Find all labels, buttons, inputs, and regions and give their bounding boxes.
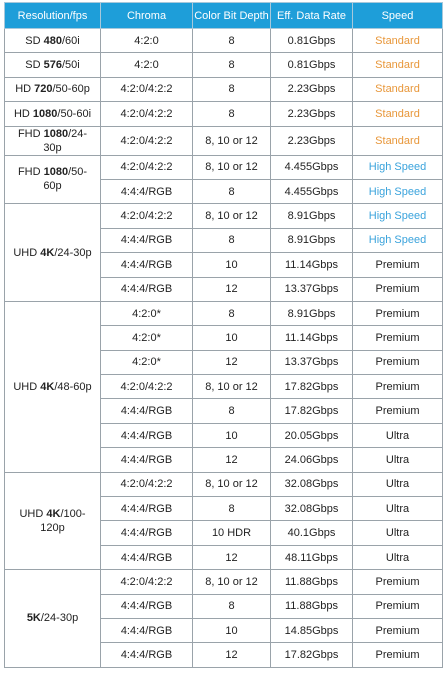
chroma-cell: 4:2:0/4:2:2 [101, 102, 193, 126]
table-row [5, 155, 443, 179]
chroma-cell: 4:2:0* [101, 350, 193, 374]
table-header [5, 3, 443, 29]
data-rate-cell: 48.11Gbps [271, 545, 353, 569]
bit-depth-cell: 10 [193, 618, 271, 642]
resolution-value: 5K [26, 612, 41, 625]
bit-depth-cell: 8 [193, 102, 271, 126]
resolution-fps: /50-60p [43, 166, 88, 193]
chroma-cell: 4:2:0/4:2:2 [101, 126, 193, 155]
speed-cell: High Speed [353, 155, 443, 179]
resolution-cell [5, 570, 101, 668]
speed-cell: Premium [353, 350, 443, 374]
data-rate-cell: 0.81Gbps [271, 53, 353, 77]
header-speed: Speed [353, 3, 443, 29]
bit-depth-cell: 10 [193, 423, 271, 447]
resolution-fps: /48-60p [54, 380, 92, 393]
speed-cell: Premium [353, 326, 443, 350]
table-row [5, 301, 443, 325]
speed-cell: Standard [353, 102, 443, 126]
data-rate-cell: 11.14Gbps [271, 326, 353, 350]
bit-depth-cell: 8 [193, 228, 271, 252]
resolution-fps: /100-120p [40, 507, 86, 534]
header-chroma: Chroma [101, 3, 193, 29]
bit-depth-cell: 8, 10 or 12 [193, 570, 271, 594]
bit-depth-cell: 12 [193, 448, 271, 472]
speed-cell: Standard [353, 53, 443, 77]
header-row [5, 3, 443, 29]
data-rate-cell: 2.23Gbps [271, 102, 353, 126]
chroma-cell: 4:2:0/4:2:2 [101, 570, 193, 594]
resolution-fps: /24-30p [54, 246, 92, 259]
resolution-cell [5, 102, 101, 126]
chroma-cell: 4:2:0/4:2:2 [101, 77, 193, 101]
data-rate-cell: 40.1Gbps [271, 521, 353, 545]
speed-cell: Ultra [353, 448, 443, 472]
table-row [5, 204, 443, 228]
bit-depth-cell: 12 [193, 545, 271, 569]
bit-depth-cell: 8, 10 or 12 [193, 375, 271, 399]
bit-depth-cell: 8 [193, 594, 271, 618]
resolution-fps: /50-60p [52, 83, 90, 96]
speed-cell: Premium [353, 277, 443, 301]
resolution-prefix: UHD [13, 380, 41, 393]
resolution-prefix: UHD [19, 507, 47, 520]
resolution-prefix: HD [13, 107, 33, 120]
chroma-cell: 4:2:0* [101, 326, 193, 350]
chroma-cell: 4:2:0/4:2:2 [101, 204, 193, 228]
resolution-prefix: UHD [13, 246, 41, 259]
chroma-cell: 4:4:4/RGB [101, 399, 193, 423]
bit-depth-cell: 8 [193, 77, 271, 101]
data-rate-cell: 13.37Gbps [271, 350, 353, 374]
table-row [5, 53, 443, 77]
data-rate-cell: 8.91Gbps [271, 228, 353, 252]
resolution-value: 720 [34, 83, 53, 96]
chroma-cell: 4:4:4/RGB [101, 448, 193, 472]
table-row [5, 570, 443, 594]
chroma-cell: 4:4:4/RGB [101, 423, 193, 447]
resolution-fps: /50-60i [57, 107, 92, 120]
speed-cell: Standard [353, 126, 443, 155]
bit-depth-cell: 8 [193, 399, 271, 423]
chroma-cell: 4:4:4/RGB [101, 643, 193, 667]
speed-cell: High Speed [353, 228, 443, 252]
chroma-cell: 4:4:4/RGB [101, 545, 193, 569]
data-rate-cell: 13.37Gbps [271, 277, 353, 301]
table-body [5, 29, 443, 668]
data-rate-cell: 20.05Gbps [271, 423, 353, 447]
bit-depth-cell: 8 [193, 179, 271, 203]
data-rate-cell: 11.14Gbps [271, 253, 353, 277]
speed-cell: Premium [353, 570, 443, 594]
data-rate-cell: 2.23Gbps [271, 77, 353, 101]
speed-cell: Ultra [353, 521, 443, 545]
chroma-cell: 4:2:0* [101, 301, 193, 325]
chroma-cell: 4:4:4/RGB [101, 618, 193, 642]
data-rate-cell: 11.88Gbps [271, 594, 353, 618]
speed-cell: Premium [353, 594, 443, 618]
chroma-cell: 4:4:4/RGB [101, 253, 193, 277]
bit-depth-cell: 8, 10 or 12 [193, 155, 271, 179]
bit-depth-cell: 12 [193, 350, 271, 374]
data-rate-table [4, 2, 443, 668]
speed-cell: Ultra [353, 423, 443, 447]
table-row [5, 29, 443, 53]
chroma-cell: 4:2:0/4:2:2 [101, 375, 193, 399]
chroma-cell: 4:4:4/RGB [101, 594, 193, 618]
resolution-fps: /24-30p [43, 127, 88, 154]
chroma-cell: 4:4:4/RGB [101, 521, 193, 545]
resolution-value: 576 [43, 59, 62, 72]
resolution-prefix: SD [25, 34, 44, 47]
chroma-cell: 4:4:4/RGB [101, 228, 193, 252]
resolution-fps: /24-30p [40, 612, 79, 625]
resolution-cell [5, 53, 101, 77]
data-rate-cell: 14.85Gbps [271, 618, 353, 642]
resolution-cell [5, 301, 101, 472]
header-resolution: Resolution/fps [5, 3, 101, 29]
resolution-value: 4K [40, 380, 55, 393]
speed-cell: Premium [353, 301, 443, 325]
data-rate-cell: 24.06Gbps [271, 448, 353, 472]
chroma-cell: 4:4:4/RGB [101, 179, 193, 203]
speed-cell: High Speed [353, 204, 443, 228]
speed-cell: Premium [353, 618, 443, 642]
speed-cell: High Speed [353, 179, 443, 203]
data-rate-cell: 2.23Gbps [271, 126, 353, 155]
data-rate-cell: 8.91Gbps [271, 204, 353, 228]
resolution-prefix: HD [15, 83, 35, 96]
bit-depth-cell: 10 [193, 253, 271, 277]
chroma-cell: 4:2:0/4:2:2 [101, 155, 193, 179]
data-rate-cell: 17.82Gbps [271, 375, 353, 399]
speed-cell: Premium [353, 643, 443, 667]
bit-depth-cell: 8 [193, 301, 271, 325]
data-rate-cell: 8.91Gbps [271, 301, 353, 325]
resolution-prefix: FHD [17, 166, 44, 179]
header-color-bit-depth: Color Bit Depth [193, 3, 271, 29]
chroma-cell: 4:2:0 [101, 53, 193, 77]
speed-cell: Premium [353, 399, 443, 423]
resolution-prefix: FHD [17, 127, 44, 140]
resolution-value: 1080 [32, 107, 58, 120]
resolution-value: 1080 [43, 127, 69, 140]
chroma-cell: 4:2:0 [101, 29, 193, 53]
resolution-value: 4K [40, 246, 55, 259]
bit-depth-cell: 8 [193, 29, 271, 53]
speed-cell: Ultra [353, 472, 443, 496]
bit-depth-cell: 8, 10 or 12 [193, 472, 271, 496]
chroma-cell: 4:4:4/RGB [101, 497, 193, 521]
speed-cell: Standard [353, 29, 443, 53]
speed-cell: Ultra [353, 545, 443, 569]
resolution-cell [5, 29, 101, 53]
bit-depth-cell: 10 HDR [193, 521, 271, 545]
resolution-cell [5, 204, 101, 302]
table-row [5, 126, 443, 155]
data-rate-cell: 32.08Gbps [271, 497, 353, 521]
bit-depth-cell: 8 [193, 53, 271, 77]
bit-depth-cell: 8 [193, 497, 271, 521]
speed-cell: Ultra [353, 497, 443, 521]
chroma-cell: 4:4:4/RGB [101, 277, 193, 301]
resolution-cell [5, 77, 101, 101]
chroma-cell: 4:2:0/4:2:2 [101, 472, 193, 496]
data-rate-cell: 17.82Gbps [271, 643, 353, 667]
bit-depth-cell: 8, 10 or 12 [193, 204, 271, 228]
bit-depth-cell: 10 [193, 326, 271, 350]
resolution-value: 4K [46, 507, 61, 520]
data-rate-cell: 4.455Gbps [271, 155, 353, 179]
resolution-fps: /60i [61, 34, 80, 47]
data-rate-cell: 4.455Gbps [271, 179, 353, 203]
data-rate-cell: 17.82Gbps [271, 399, 353, 423]
speed-cell: Premium [353, 253, 443, 277]
data-rate-cell: 11.88Gbps [271, 570, 353, 594]
resolution-cell [5, 155, 101, 204]
resolution-cell [5, 472, 101, 570]
table-row [5, 77, 443, 101]
bit-depth-cell: 8, 10 or 12 [193, 126, 271, 155]
table-row [5, 472, 443, 496]
data-rate-cell: 0.81Gbps [271, 29, 353, 53]
bit-depth-cell: 12 [193, 643, 271, 667]
data-rate-cell: 32.08Gbps [271, 472, 353, 496]
speed-cell: Standard [353, 77, 443, 101]
speed-cell: Premium [353, 375, 443, 399]
table-row [5, 102, 443, 126]
bit-depth-cell: 12 [193, 277, 271, 301]
resolution-prefix: SD [25, 59, 44, 72]
resolution-fps: /50i [61, 59, 80, 72]
resolution-value: 480 [43, 34, 62, 47]
resolution-cell [5, 126, 101, 155]
header-data-rate: Eff. Data Rate [271, 3, 353, 29]
resolution-value: 1080 [43, 166, 69, 179]
